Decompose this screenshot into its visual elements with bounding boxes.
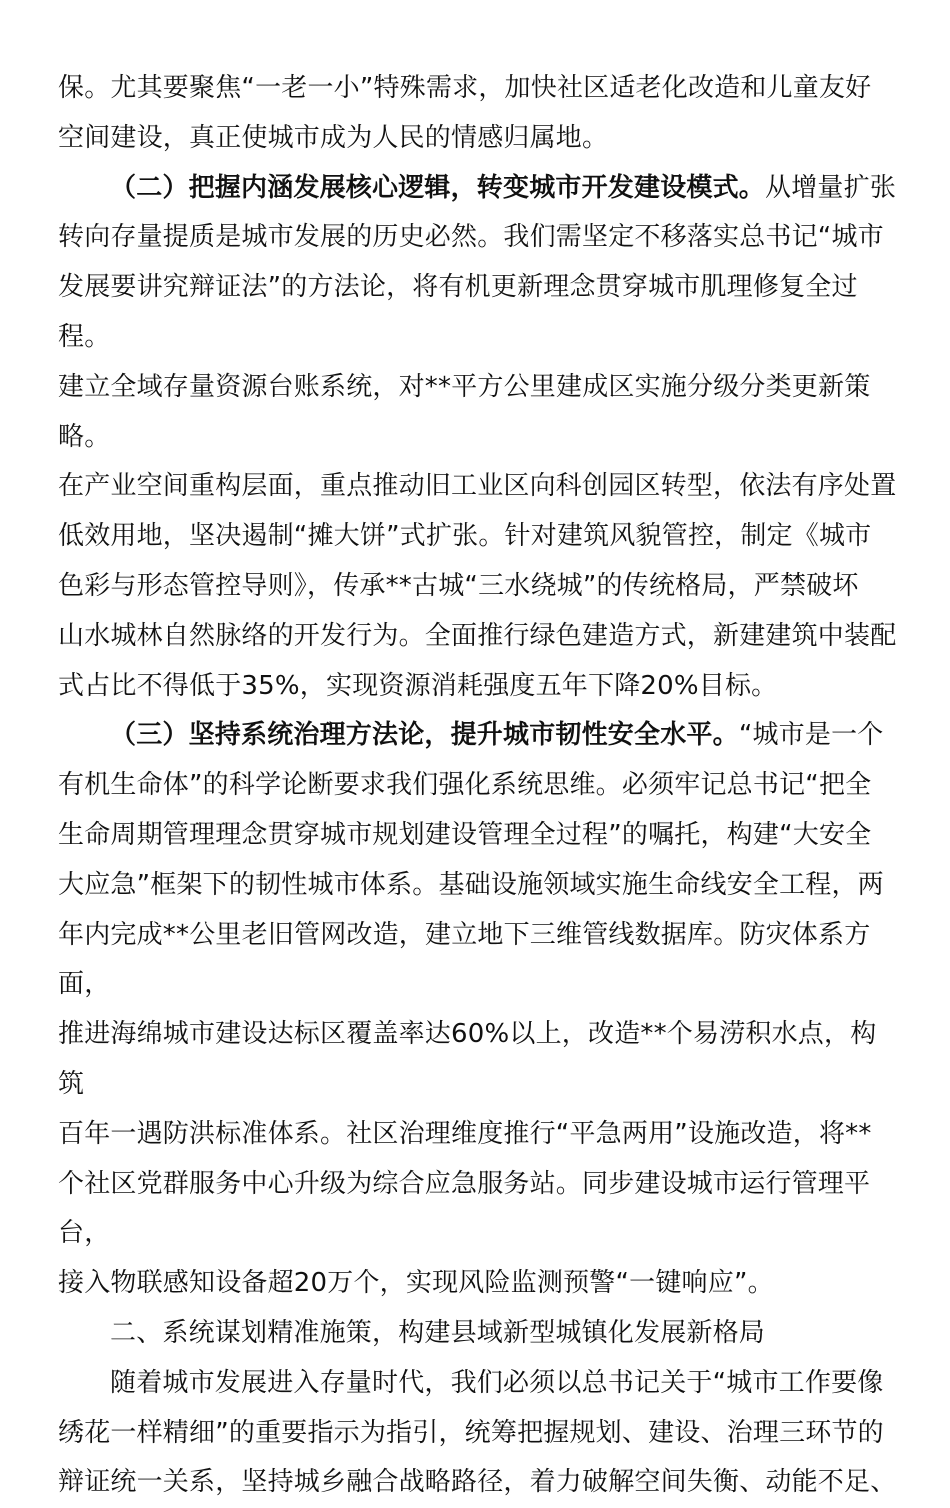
section-title-text: 二、系统谋划精准施策，构建县域新型城镇化发展新格局 [110,1317,766,1348]
text-line: 保。尤其要聚焦“一老一小”特殊需求，加快社区适老化改造和儿童友好 [58,73,872,103]
section-title [58,1309,898,1359]
text-line: 山水城林自然脉络的开发行为。全面推行绿色建造方式，新建建筑中装配 [58,620,897,651]
text-line: 发展要讲究辩证法”的方法论，将有机更新理念贯穿城市肌理修复全过程。 [58,272,858,352]
document-body [58,64,898,1508]
text-line: 色彩与形态管控导则》，传承**古城“三水绕城”的传统格局，严禁破坏 [58,570,859,601]
paragraph-section-three [58,711,898,1309]
text-line: 式占比不得低于35%，实现资源消耗强度五年下降20%目标。 [58,670,778,701]
text-line: 有机生命体”的科学论断要求我们强化系统思维。必须牢记总书记“把全 [58,770,872,801]
subsection-heading-two: （二）把握内涵发展核心逻辑，转变城市开发建设模式。 [110,172,766,203]
text-span: “城市是一个 [738,720,884,751]
text-line-first [58,164,898,214]
paragraph-section-two [58,164,898,712]
text-line: 在产业空间重构层面，重点推动旧工业区向科创园区转型，依法有序处置 [58,471,897,502]
text-line: 建立全域存量资源台账系统，对**平方公里建成区实施分级分类更新策略。 [58,371,871,452]
subsection-heading-three: （三）坚持系统治理方法论，提升城市韧性安全水平。 [110,720,739,751]
text-line-first [58,711,898,761]
text-line: 低效用地，坚决遏制“摊大饼”式扩张。针对建筑风貌管控，制定《城市 [58,521,872,552]
text-line: 百年一遇防洪标准体系。社区治理维度推行“平急两用”设施改造，将** [58,1118,872,1149]
text-line: 生命周期管理理念贯穿城市规划建设管理全过程”的嘱托，构建“大安全 [58,819,872,850]
text-line: 大应急”框架下的韧性城市体系。基础设施领域实施生命线安全工程，两 [58,869,884,900]
text-line: 接入物联感知设备超20万个，实现风险监测预警“一键响应”。 [58,1268,774,1299]
indent [58,1340,110,1341]
text-line: 个社区党群服务中心升级为综合应急服务站。同步建设城市运行管理平台， [58,1168,871,1249]
indent [58,1390,110,1391]
text-span: 从增量扩张 [765,172,897,203]
indent [58,195,110,196]
indent [58,742,110,743]
text-line: 辩证统一关系，坚持城乡融合战略路径，着力破解空间失衡、动能不足、 [58,1467,897,1498]
text-span: 随着城市发展进入存量时代，我们必须以总书记关于“城市工作要像 [110,1367,884,1398]
paragraph-continuation [58,64,898,164]
text-line-first [58,1359,898,1409]
text-line: 推进海绵城市建设达标区覆盖率达60%以上，改造**个易涝积水点，构筑 [58,1019,877,1099]
text-line: 年内完成**公里老旧管网改造，建立地下三维管线数据库。防灾体系方面， [58,919,871,1000]
text-line: 转向存量提质是城市发展的历史必然。我们需坚定不移落实总书记“城市 [58,222,884,253]
text-line: 绣花一样精细”的重要指示为指引，统筹把握规划、建设、治理三环节的 [58,1417,884,1448]
text-line: 空间建设，真正使城市成为人民的情感归属地。 [58,122,609,153]
paragraph-intro [58,1359,898,1508]
